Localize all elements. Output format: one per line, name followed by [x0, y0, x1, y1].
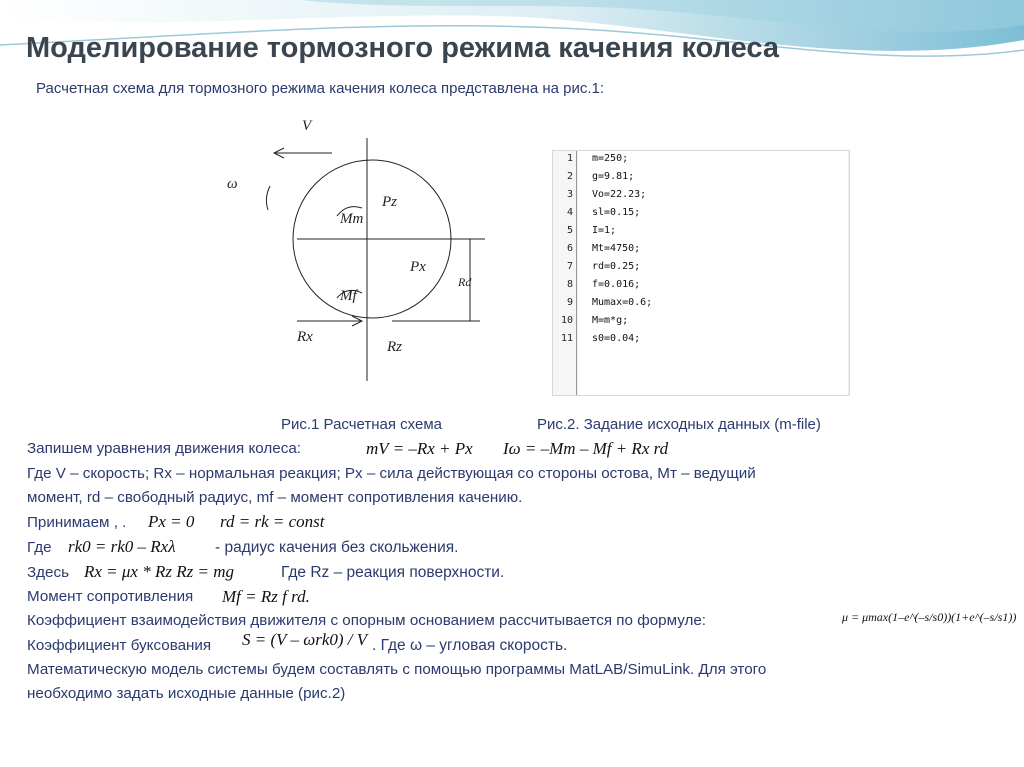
figure-2-caption: Рис.2. Задание исходных данных (m-file) — [537, 416, 821, 433]
code-line: Mt=4750; — [592, 243, 641, 254]
code-line: f=0.016; — [592, 279, 641, 290]
body-line-4: Принимаем , . — [27, 514, 127, 531]
code-line: sl=0.15; — [592, 207, 641, 218]
body-line-3: момент, rd – свободный радиус, mf – момент сопротивления качению. — [27, 489, 523, 506]
formula-mu: μ = μmax(1–e^(–s/s0))(1+e^(–s/s1)) — [842, 610, 1017, 624]
angular-speed-text: . Где ω – угловая скорость. — [372, 637, 568, 654]
line-number: 5 — [566, 225, 573, 236]
code-line: I=1; — [592, 225, 617, 236]
code-line: Mumax=0.6; — [592, 297, 653, 308]
code-line: m=250; — [592, 153, 629, 164]
scheme-label-mf: Mf — [340, 288, 357, 304]
surface-reaction-text: Где Rz – реакция поверхности. — [281, 564, 505, 581]
calculation-scheme-figure — [212, 108, 495, 381]
line-number: 8 — [566, 279, 573, 290]
line-number: 7 — [566, 261, 573, 272]
line-number: 4 — [566, 207, 573, 218]
formula-rolling-radius: rk0 = rk0 – Rxλ — [68, 537, 176, 556]
body-line-10: Математическую модель системы будем составлять с помощью программы MatLAB/SimuLink. Для этого — [27, 661, 767, 678]
scheme-label-mt: Mт — [340, 211, 364, 227]
body-line-11: необходимо задать исходные данные (рис.2) — [27, 685, 346, 702]
line-number: 2 — [566, 171, 573, 182]
scheme-label-px: Px — [410, 259, 426, 275]
body-line-6: Здесь — [27, 564, 69, 581]
rolling-radius-text: - радиус качения без скольжения. — [215, 539, 459, 556]
formula-rd-const: rd = rk = const — [220, 512, 325, 531]
code-line: g=9.81; — [592, 171, 635, 182]
code-line: s0=0.04; — [592, 333, 641, 344]
code-line: Vo=22.23; — [592, 189, 647, 200]
code-line: rd=0.25; — [592, 261, 641, 272]
body-line-8: Коэффициент взаимодействия движителя с опорным основанием рассчитывается по формуле: — [27, 612, 706, 629]
body-line-5: Где — [27, 539, 52, 556]
code-line: M=m*g; — [592, 315, 629, 326]
line-number: 6 — [566, 243, 573, 254]
scheme-label-rz: Rz — [387, 339, 402, 355]
intro-text: Расчетная схема для тормозного режима качения колеса представлена на рис.1: — [36, 80, 605, 97]
body-line-2: Где V – скорость; Rx – нормальная реакция; Px – сила действующая со стороны остова, Мт – ведущий — [27, 465, 756, 482]
body-line-7: Момент сопротивления — [27, 588, 194, 605]
formula-px-zero: Px = 0 — [148, 512, 195, 531]
line-number: 10 — [560, 315, 573, 326]
scheme-label-rx: Rx — [297, 329, 313, 345]
body-line-1: Запишем уравнения движения колеса: — [27, 440, 301, 457]
line-number: 1 — [566, 153, 573, 164]
scheme-label-omega: ω — [227, 176, 238, 192]
scheme-label-pz: Pz — [382, 194, 397, 210]
formula-slip: S = (V – ωrk0) / V — [242, 630, 368, 649]
line-number: 3 — [566, 189, 573, 200]
code-area — [578, 151, 848, 395]
formula-rx-rz: Rx = μx * Rz Rz = mg — [84, 562, 234, 581]
scheme-label-v: V — [302, 118, 312, 134]
slide-title: Моделирование тормозного режима качения колеса — [26, 32, 780, 64]
line-number: 9 — [566, 297, 573, 308]
body-line-9: Коэффициент буксования — [27, 637, 212, 654]
line-number: 11 — [560, 333, 573, 344]
line-number-gutter — [553, 151, 577, 395]
equation-motion-1: mV = –Rx + Px — [366, 439, 473, 458]
formula-mf: Mf = Rz f rd. — [222, 587, 310, 606]
figure-1-caption: Рис.1 Расчетная схема — [281, 416, 443, 433]
scheme-label-rd: Rd — [458, 275, 472, 289]
m-file-code-figure — [552, 150, 850, 396]
equation-motion-2: Iω = –Mт – Mf + Rx rd — [503, 439, 669, 458]
